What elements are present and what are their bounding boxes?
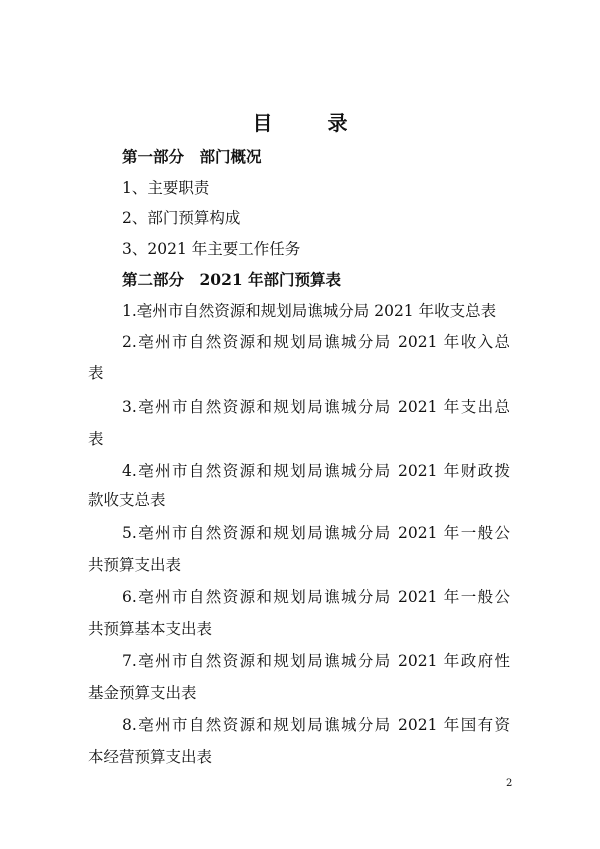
toc-item: 6.亳州市自然资源和规划局谯城分局 2021 年一般公 (122, 588, 510, 606)
page-title: 目 录 (252, 111, 372, 135)
section-heading-part1: 第一部分 部门概况 (122, 147, 262, 166)
section-heading-part2: 第二部分 2021 年部门预算表 (122, 270, 342, 289)
toc-item: 3.亳州市自然资源和规划局谯城分局 2021 年支出总 (122, 398, 510, 416)
toc-item-continuation: 共预算支出表 (88, 556, 182, 574)
toc-item: 1.亳州市自然资源和规划局谯城分局 2021 年收支总表 (122, 302, 497, 320)
toc-item-continuation: 表 (88, 430, 104, 448)
toc-item: 4.亳州市自然资源和规划局谯城分局 2021 年财政拨 (122, 462, 510, 480)
toc-item: 7.亳州市自然资源和规划局谯城分局 2021 年政府性 (122, 652, 510, 670)
toc-item-continuation: 表 (88, 364, 104, 382)
page-number: 2 (506, 778, 513, 789)
toc-item-continuation: 共预算基本支出表 (88, 620, 213, 638)
toc-item: 8.亳州市自然资源和规划局谯城分局 2021 年国有资 (122, 716, 510, 734)
toc-item-continuation: 基金预算支出表 (88, 684, 197, 702)
toc-item: 5.亳州市自然资源和规划局谯城分局 2021 年一般公 (122, 524, 510, 542)
toc-item-continuation: 款收支总表 (88, 491, 166, 509)
toc-item: 1、主要职责 (122, 179, 210, 197)
toc-item-continuation: 本经营预算支出表 (88, 748, 213, 766)
toc-item: 3、2021 年主要工作任务 (122, 240, 301, 258)
toc-item: 2.亳州市自然资源和规划局谯城分局 2021 年收入总 (122, 333, 510, 351)
toc-item: 2、部门预算构成 (122, 209, 241, 227)
